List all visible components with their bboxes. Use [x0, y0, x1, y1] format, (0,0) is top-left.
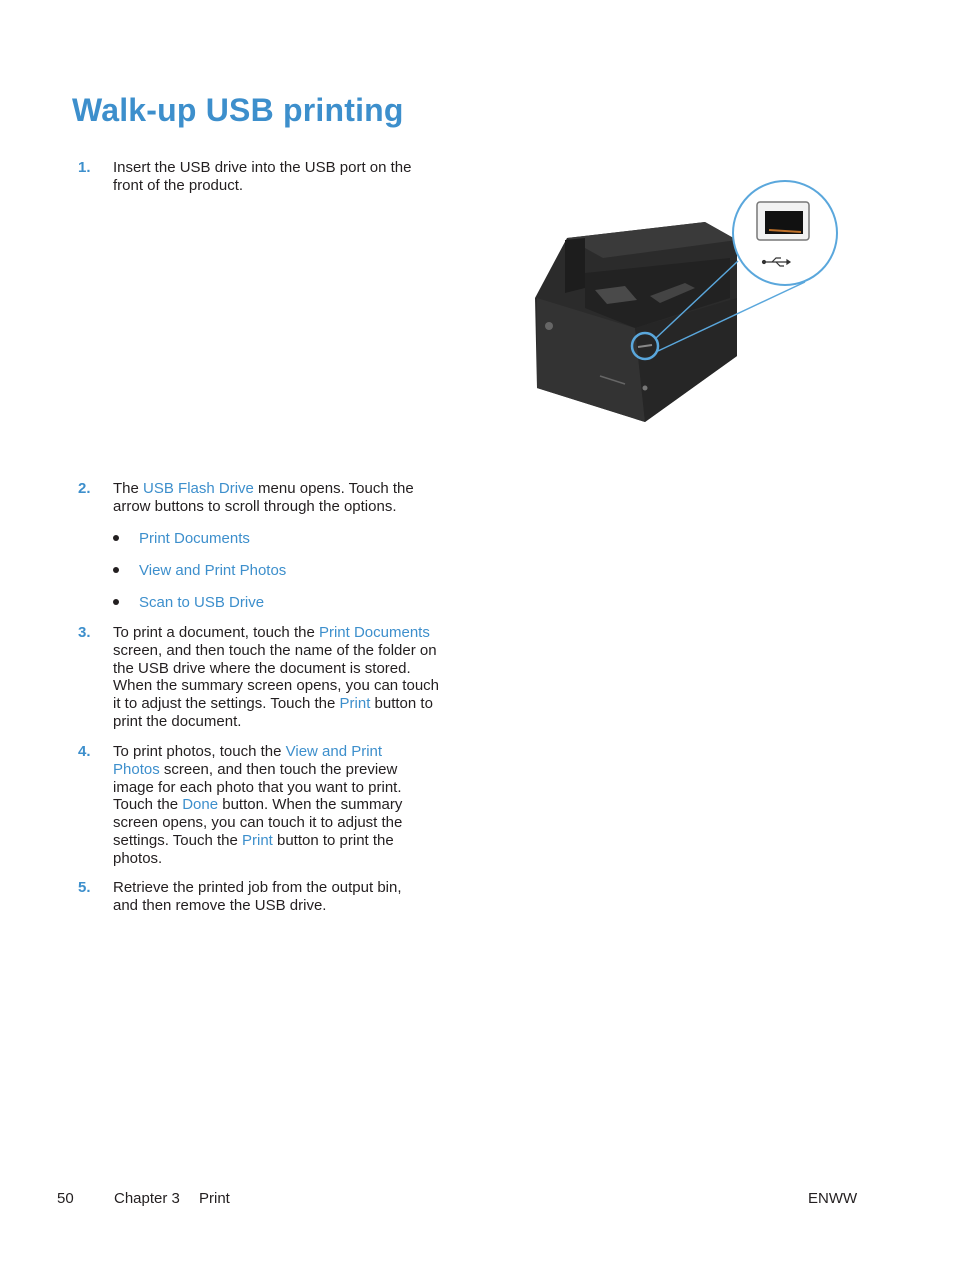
bullet-icon	[113, 599, 119, 605]
step-number: 3.	[78, 624, 91, 641]
button-name-done: Done	[182, 796, 219, 814]
option-view-and-print-photos: View and Print Photos	[113, 562, 286, 580]
option-print-documents: Print Documents	[113, 530, 250, 548]
footer-right-label: ENWW	[808, 1190, 858, 1207]
step-2	[78, 480, 448, 516]
screen-name-view-and-print-photos: View and Print Photos	[113, 743, 383, 778]
step-number: 4.	[78, 743, 91, 760]
step-text: To print a document, touch the Print Documents screen, and then touch the name of the folder on the USB drive where the document is stored. When the summary screen opens, you can touch it to adjust the settings. Touch the Print button to print the document.	[113, 624, 440, 730]
chapter-label: Chapter 3	[114, 1190, 180, 1207]
section-label: Print	[199, 1190, 230, 1207]
printer-icon	[535, 222, 737, 422]
step-3	[78, 624, 448, 731]
page-number: 50	[57, 1190, 74, 1207]
step-text: Retrieve the printed job from the output bin, and then remove the USB drive.	[113, 879, 402, 914]
step-4	[78, 743, 448, 868]
option-scan-to-usb-drive: Scan to USB Drive	[113, 594, 264, 612]
step-text: To print photos, touch the View and Print Photos screen, and then touch the preview image for each photo that you want to print. Touch the Done button. When the summary screen opens, you can touch it to adjust the settings. Touch the Print button to print the photos.	[113, 743, 403, 867]
button-name-print: Print	[241, 831, 273, 849]
step-number: 1.	[78, 159, 91, 176]
button-name-print: Print	[339, 695, 371, 713]
bullet-icon	[113, 535, 119, 541]
step-1	[78, 159, 448, 195]
step-number: 5.	[78, 879, 91, 896]
screen-name-print-documents: Print Documents	[318, 624, 430, 641]
step-5	[78, 879, 448, 915]
menu-name-usb-flash-drive: USB Flash Drive	[143, 480, 254, 497]
step-text: Insert the USB drive into the USB port on the front of the product.	[113, 159, 412, 194]
usb-port-icon	[757, 202, 809, 240]
step-number: 2.	[78, 480, 91, 497]
bullet-icon	[113, 567, 119, 573]
step-text: The USB Flash Drive menu opens. Touch the arrow buttons to scroll through the options.	[113, 480, 414, 515]
page-title: Walk-up USB printing	[72, 92, 404, 128]
printer-usb-port-figure	[525, 178, 845, 428]
